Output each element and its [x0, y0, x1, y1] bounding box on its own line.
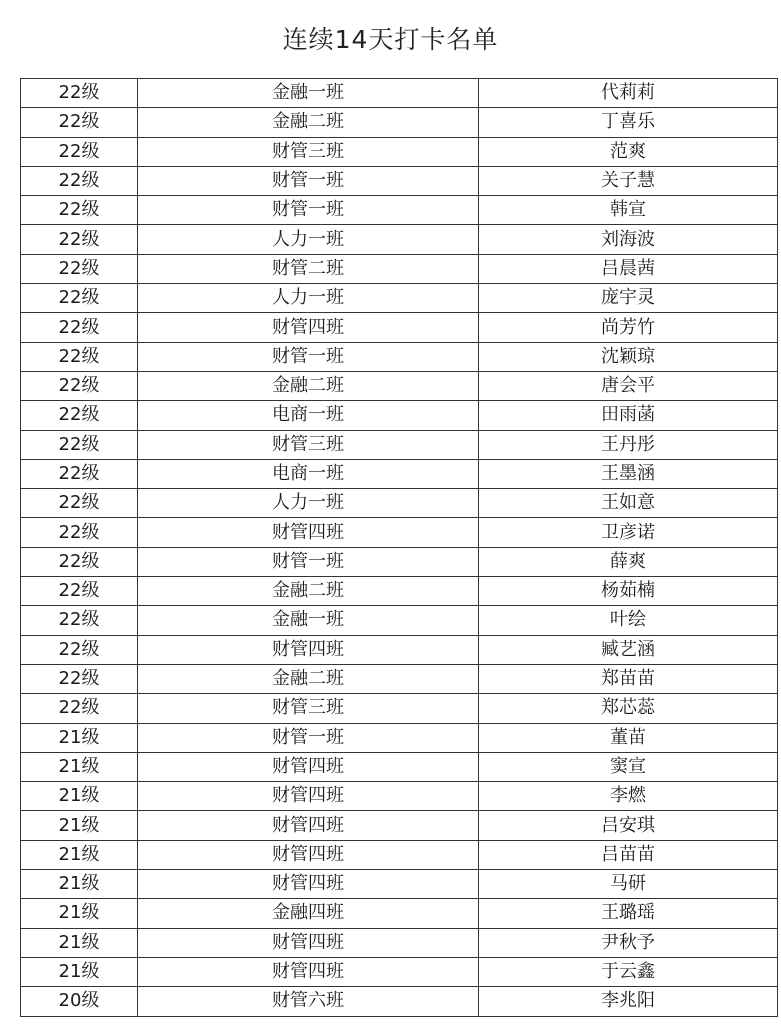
grade-cell: 22级 [21, 342, 138, 371]
table-row [21, 489, 778, 518]
table-row [21, 782, 778, 811]
class-cell: 金融一班 [138, 79, 479, 108]
table-row [21, 196, 778, 225]
class-cell: 财管三班 [138, 430, 479, 459]
class-cell: 财管一班 [138, 342, 479, 371]
grade-cell: 22级 [21, 137, 138, 166]
name-cell: 马研 [479, 870, 778, 899]
table-row [21, 225, 778, 254]
name-cell: 臧艺涵 [479, 635, 778, 664]
grade-cell: 21级 [21, 723, 138, 752]
table-row [21, 723, 778, 752]
grade-cell: 22级 [21, 401, 138, 430]
table-row [21, 137, 778, 166]
table-row [21, 606, 778, 635]
table-row [21, 811, 778, 840]
name-cell: 韩宣 [479, 196, 778, 225]
name-cell: 沈颖琼 [479, 342, 778, 371]
class-cell: 财管二班 [138, 254, 479, 283]
name-cell: 刘海波 [479, 225, 778, 254]
name-cell: 丁喜乐 [479, 108, 778, 137]
name-cell: 李兆阳 [479, 987, 778, 1016]
name-cell: 薛爽 [479, 547, 778, 576]
class-cell: 金融二班 [138, 577, 479, 606]
table-row [21, 518, 778, 547]
name-cell: 吕苗苗 [479, 840, 778, 869]
grade-cell: 22级 [21, 518, 138, 547]
class-cell: 财管六班 [138, 987, 479, 1016]
grade-cell: 22级 [21, 313, 138, 342]
class-cell: 金融四班 [138, 899, 479, 928]
table-row [21, 694, 778, 723]
table-row [21, 342, 778, 371]
grade-cell: 22级 [21, 459, 138, 488]
class-cell: 金融一班 [138, 606, 479, 635]
checkin-table [20, 78, 778, 1017]
class-cell: 财管四班 [138, 840, 479, 869]
name-cell: 唐会平 [479, 371, 778, 400]
class-cell: 人力一班 [138, 489, 479, 518]
name-cell: 杨茹楠 [479, 577, 778, 606]
table-row [21, 899, 778, 928]
grade-cell: 22级 [21, 489, 138, 518]
class-cell: 金融二班 [138, 664, 479, 693]
name-cell: 叶绘 [479, 606, 778, 635]
name-cell: 董苗 [479, 723, 778, 752]
table-row [21, 108, 778, 137]
class-cell: 金融二班 [138, 371, 479, 400]
class-cell: 人力一班 [138, 284, 479, 313]
grade-cell: 21级 [21, 899, 138, 928]
table-row [21, 987, 778, 1016]
class-cell: 财管三班 [138, 694, 479, 723]
name-cell: 郑苗苗 [479, 664, 778, 693]
grade-cell: 21级 [21, 782, 138, 811]
class-cell: 电商一班 [138, 401, 479, 430]
grade-cell: 21级 [21, 840, 138, 869]
table-row [21, 166, 778, 195]
page-title: 连续14天打卡名单 [282, 25, 499, 54]
grade-cell: 22级 [21, 196, 138, 225]
grade-cell: 22级 [21, 108, 138, 137]
class-cell: 财管四班 [138, 782, 479, 811]
name-cell: 王璐瑶 [479, 899, 778, 928]
name-cell: 代莉莉 [479, 79, 778, 108]
name-cell: 王如意 [479, 489, 778, 518]
class-cell: 财管四班 [138, 870, 479, 899]
class-cell: 财管一班 [138, 723, 479, 752]
class-cell: 财管四班 [138, 518, 479, 547]
table-row [21, 752, 778, 781]
grade-cell: 21级 [21, 811, 138, 840]
name-cell: 卫彦诺 [479, 518, 778, 547]
class-cell: 财管四班 [138, 928, 479, 957]
grade-cell: 22级 [21, 547, 138, 576]
name-cell: 王墨涵 [479, 459, 778, 488]
class-cell: 财管三班 [138, 137, 479, 166]
grade-cell: 20级 [21, 987, 138, 1016]
class-cell: 人力一班 [138, 225, 479, 254]
name-cell: 吕安琪 [479, 811, 778, 840]
table-row [21, 254, 778, 283]
grade-cell: 22级 [21, 371, 138, 400]
table-row [21, 635, 778, 664]
class-cell: 财管一班 [138, 166, 479, 195]
grade-cell: 22级 [21, 635, 138, 664]
grade-cell: 22级 [21, 166, 138, 195]
name-cell: 于云鑫 [479, 957, 778, 986]
table-row [21, 284, 778, 313]
grade-cell: 22级 [21, 254, 138, 283]
table-row [21, 459, 778, 488]
name-cell: 关子慧 [479, 166, 778, 195]
grade-cell: 22级 [21, 284, 138, 313]
name-cell: 郑芯蕊 [479, 694, 778, 723]
grade-cell: 22级 [21, 577, 138, 606]
name-cell: 李燃 [479, 782, 778, 811]
table-row [21, 79, 778, 108]
class-cell: 电商一班 [138, 459, 479, 488]
name-cell: 王丹彤 [479, 430, 778, 459]
grade-cell: 22级 [21, 664, 138, 693]
grade-cell: 21级 [21, 752, 138, 781]
class-cell: 财管四班 [138, 957, 479, 986]
table-row [21, 928, 778, 957]
table-row [21, 313, 778, 342]
name-cell: 田雨菡 [479, 401, 778, 430]
name-cell: 范爽 [479, 137, 778, 166]
class-cell: 财管四班 [138, 752, 479, 781]
grade-cell: 22级 [21, 694, 138, 723]
table-row [21, 430, 778, 459]
grade-cell: 21级 [21, 870, 138, 899]
grade-cell: 22级 [21, 430, 138, 459]
class-cell: 财管一班 [138, 547, 479, 576]
table-row [21, 547, 778, 576]
table-row [21, 957, 778, 986]
grade-cell: 22级 [21, 79, 138, 108]
class-cell: 财管四班 [138, 313, 479, 342]
grade-cell: 22级 [21, 606, 138, 635]
name-cell: 尚芳竹 [479, 313, 778, 342]
class-cell: 财管一班 [138, 196, 479, 225]
table-row [21, 664, 778, 693]
table-row [21, 401, 778, 430]
grade-cell: 21级 [21, 928, 138, 957]
class-cell: 财管四班 [138, 811, 479, 840]
name-cell: 吕晨茜 [479, 254, 778, 283]
class-cell: 金融二班 [138, 108, 479, 137]
checkin-table-body [21, 79, 778, 1017]
class-cell: 财管四班 [138, 635, 479, 664]
grade-cell: 22级 [21, 225, 138, 254]
table-row [21, 577, 778, 606]
name-cell: 尹秋予 [479, 928, 778, 957]
table-row [21, 870, 778, 899]
table-row [21, 840, 778, 869]
name-cell: 窦宣 [479, 752, 778, 781]
name-cell: 庞宇灵 [479, 284, 778, 313]
table-row [21, 371, 778, 400]
grade-cell: 21级 [21, 957, 138, 986]
